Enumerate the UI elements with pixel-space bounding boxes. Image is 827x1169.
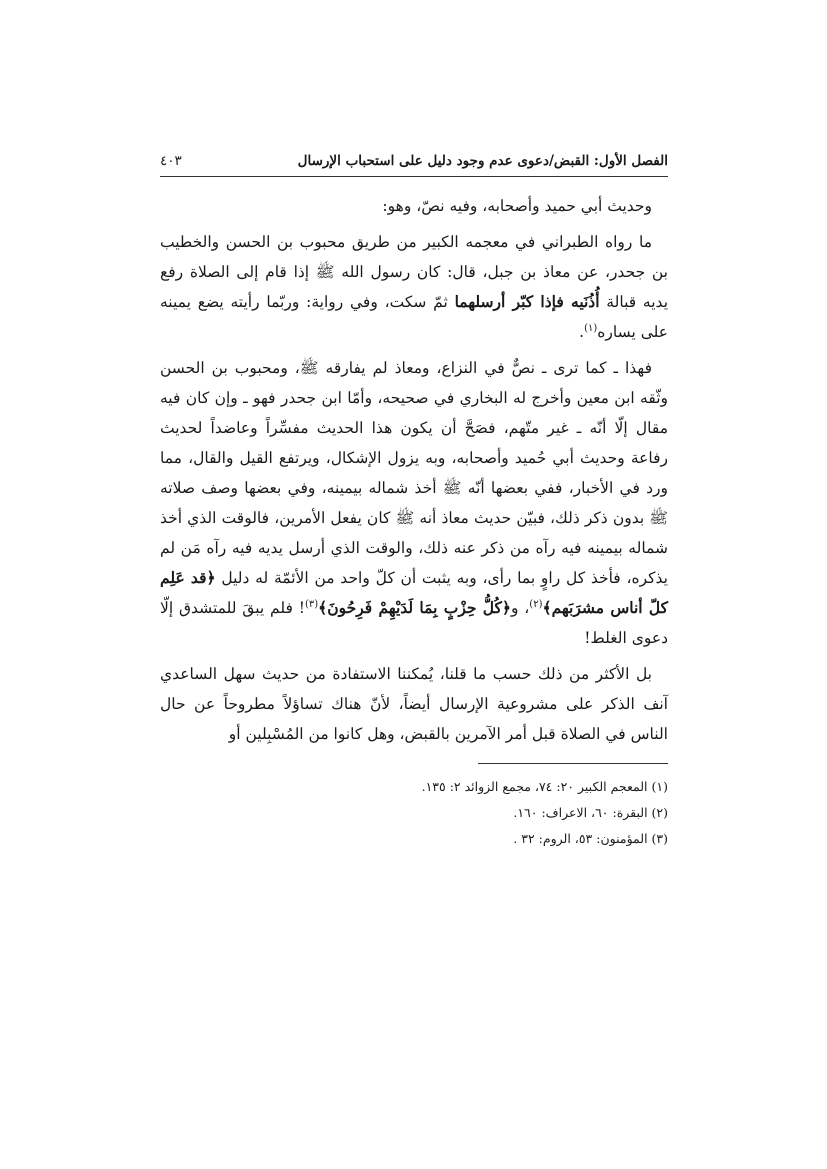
quran-quote-1: ﴿قد عَلِم كلّ أناس مشرَبَهم﴾ [160, 568, 669, 617]
footnote-2: (٢) البقرة: ٦٠، الاعراف: ١٦٠. [513, 805, 668, 820]
footnote-1: (١) المعجم الكبير ٢٠: ٧٤، مجمع الزوائد ٢: ١٣٥. [421, 779, 668, 794]
paragraph-3-text-a: فهذا ـ كما ترى ـ نصٌّ في النزاع، ومعاذ لم يفارقه ﷺ، ومحبوب بن الحسن وثّقه ابن معين وأخرج له البخاري في صحيحه، وأمّا ابن جحدر فهو ـ وإن كان فيه مقال إلّا أنّه ـ غير متّهم، فصَحَّ أن يكون هذا الحديث مفسِّراً وعاضداً لحديث رفاعة وحديث أبي حُميد وأصحابه، وبه يزول الإشكال، ويرتفع القيل والقال، مما ورد في الأخبار، ففي بعضها أنّه ﷺ أخذ شماله بيمينه، وفي بعضها وصف صلاته ﷺ بدون ذكر ذلك، فبيّن حديث معاذ أنه ﷺ كان يفعل الأمرين، فالوقت الذي أخذ شماله بيمينه فيه رآه من ذكر عنه ذلك، والوقت الذي أرسل يديه فيه رآه مَن لم يذكره، فأخذ كل راوٍ بما رأى، وبه يثبت أن كلّ واحد من الأئمّة له دليل [160, 359, 668, 587]
paragraph-2-end: . [579, 323, 585, 341]
quran-quote-2: ﴿كُلُّ حِزْبٍ بِمَا لَدَيْهِمْ فَرِحُونَ﴾ [318, 598, 511, 617]
paragraph-2-text-a: ما رواه الطبراني في معجمه الكبير من طريق محبوب بن الحسن والخطيب بن جحدر، عن معاذ بن جبل، قال: كان رسول الله ﷺ إذا قام إلى الصلاة رفع يديه قبالة [160, 233, 669, 311]
page-number: ٤٠٣ [160, 153, 182, 169]
main-text [160, 191, 668, 749]
paragraph-2 [160, 227, 668, 347]
paragraph-3-mid: ، و [510, 599, 530, 617]
footnotes [160, 774, 668, 852]
chapter-title: الفصل الأول: القبض/دعوى عدم وجود دليل على استحباب الإرسال [297, 153, 668, 169]
footnote-ref-2[interactable]: (٢) [529, 598, 543, 610]
paragraph-3 [160, 353, 668, 653]
running-header [160, 150, 668, 177]
paragraph-3-end: ! فلم يبقَ للمتشدق إلّا دعوى الغلط! [160, 599, 668, 647]
paragraph-2-bold-text: أُذُنَيه فإذا كبّر أرسلهما [454, 292, 600, 311]
footnote-ref-1[interactable]: (١) [584, 322, 598, 334]
footnote-3: (٣) المؤمنون: ٥٣، الروم: ٣٢ . [513, 831, 668, 846]
paragraph-4: بل الأكثر من ذلك حسب ما قلنا، يُمكننا الاستفادة من حديث سهل الساعدي آنف الذكر على مشروعية الإرسال أيضاً، لأنّ هناك تساؤلاً مطروحاً عن حال الناس في الصلاة قبل أمر الآمرين بالقبض، وهل كانوا من المُسْبِلين أو [160, 665, 668, 743]
paragraph-2-text-b: ثمّ سكت، وفي رواية: وربّما رأيته يضع يمينه على يساره [160, 293, 668, 341]
paragraph-1: وحديث أبي حميد وأصحابه، وفيه نصّ، وهو: [382, 197, 652, 215]
footnote-ref-3[interactable]: (٣) [304, 598, 319, 610]
footnote-divider [478, 763, 668, 764]
book-page [160, 150, 668, 852]
